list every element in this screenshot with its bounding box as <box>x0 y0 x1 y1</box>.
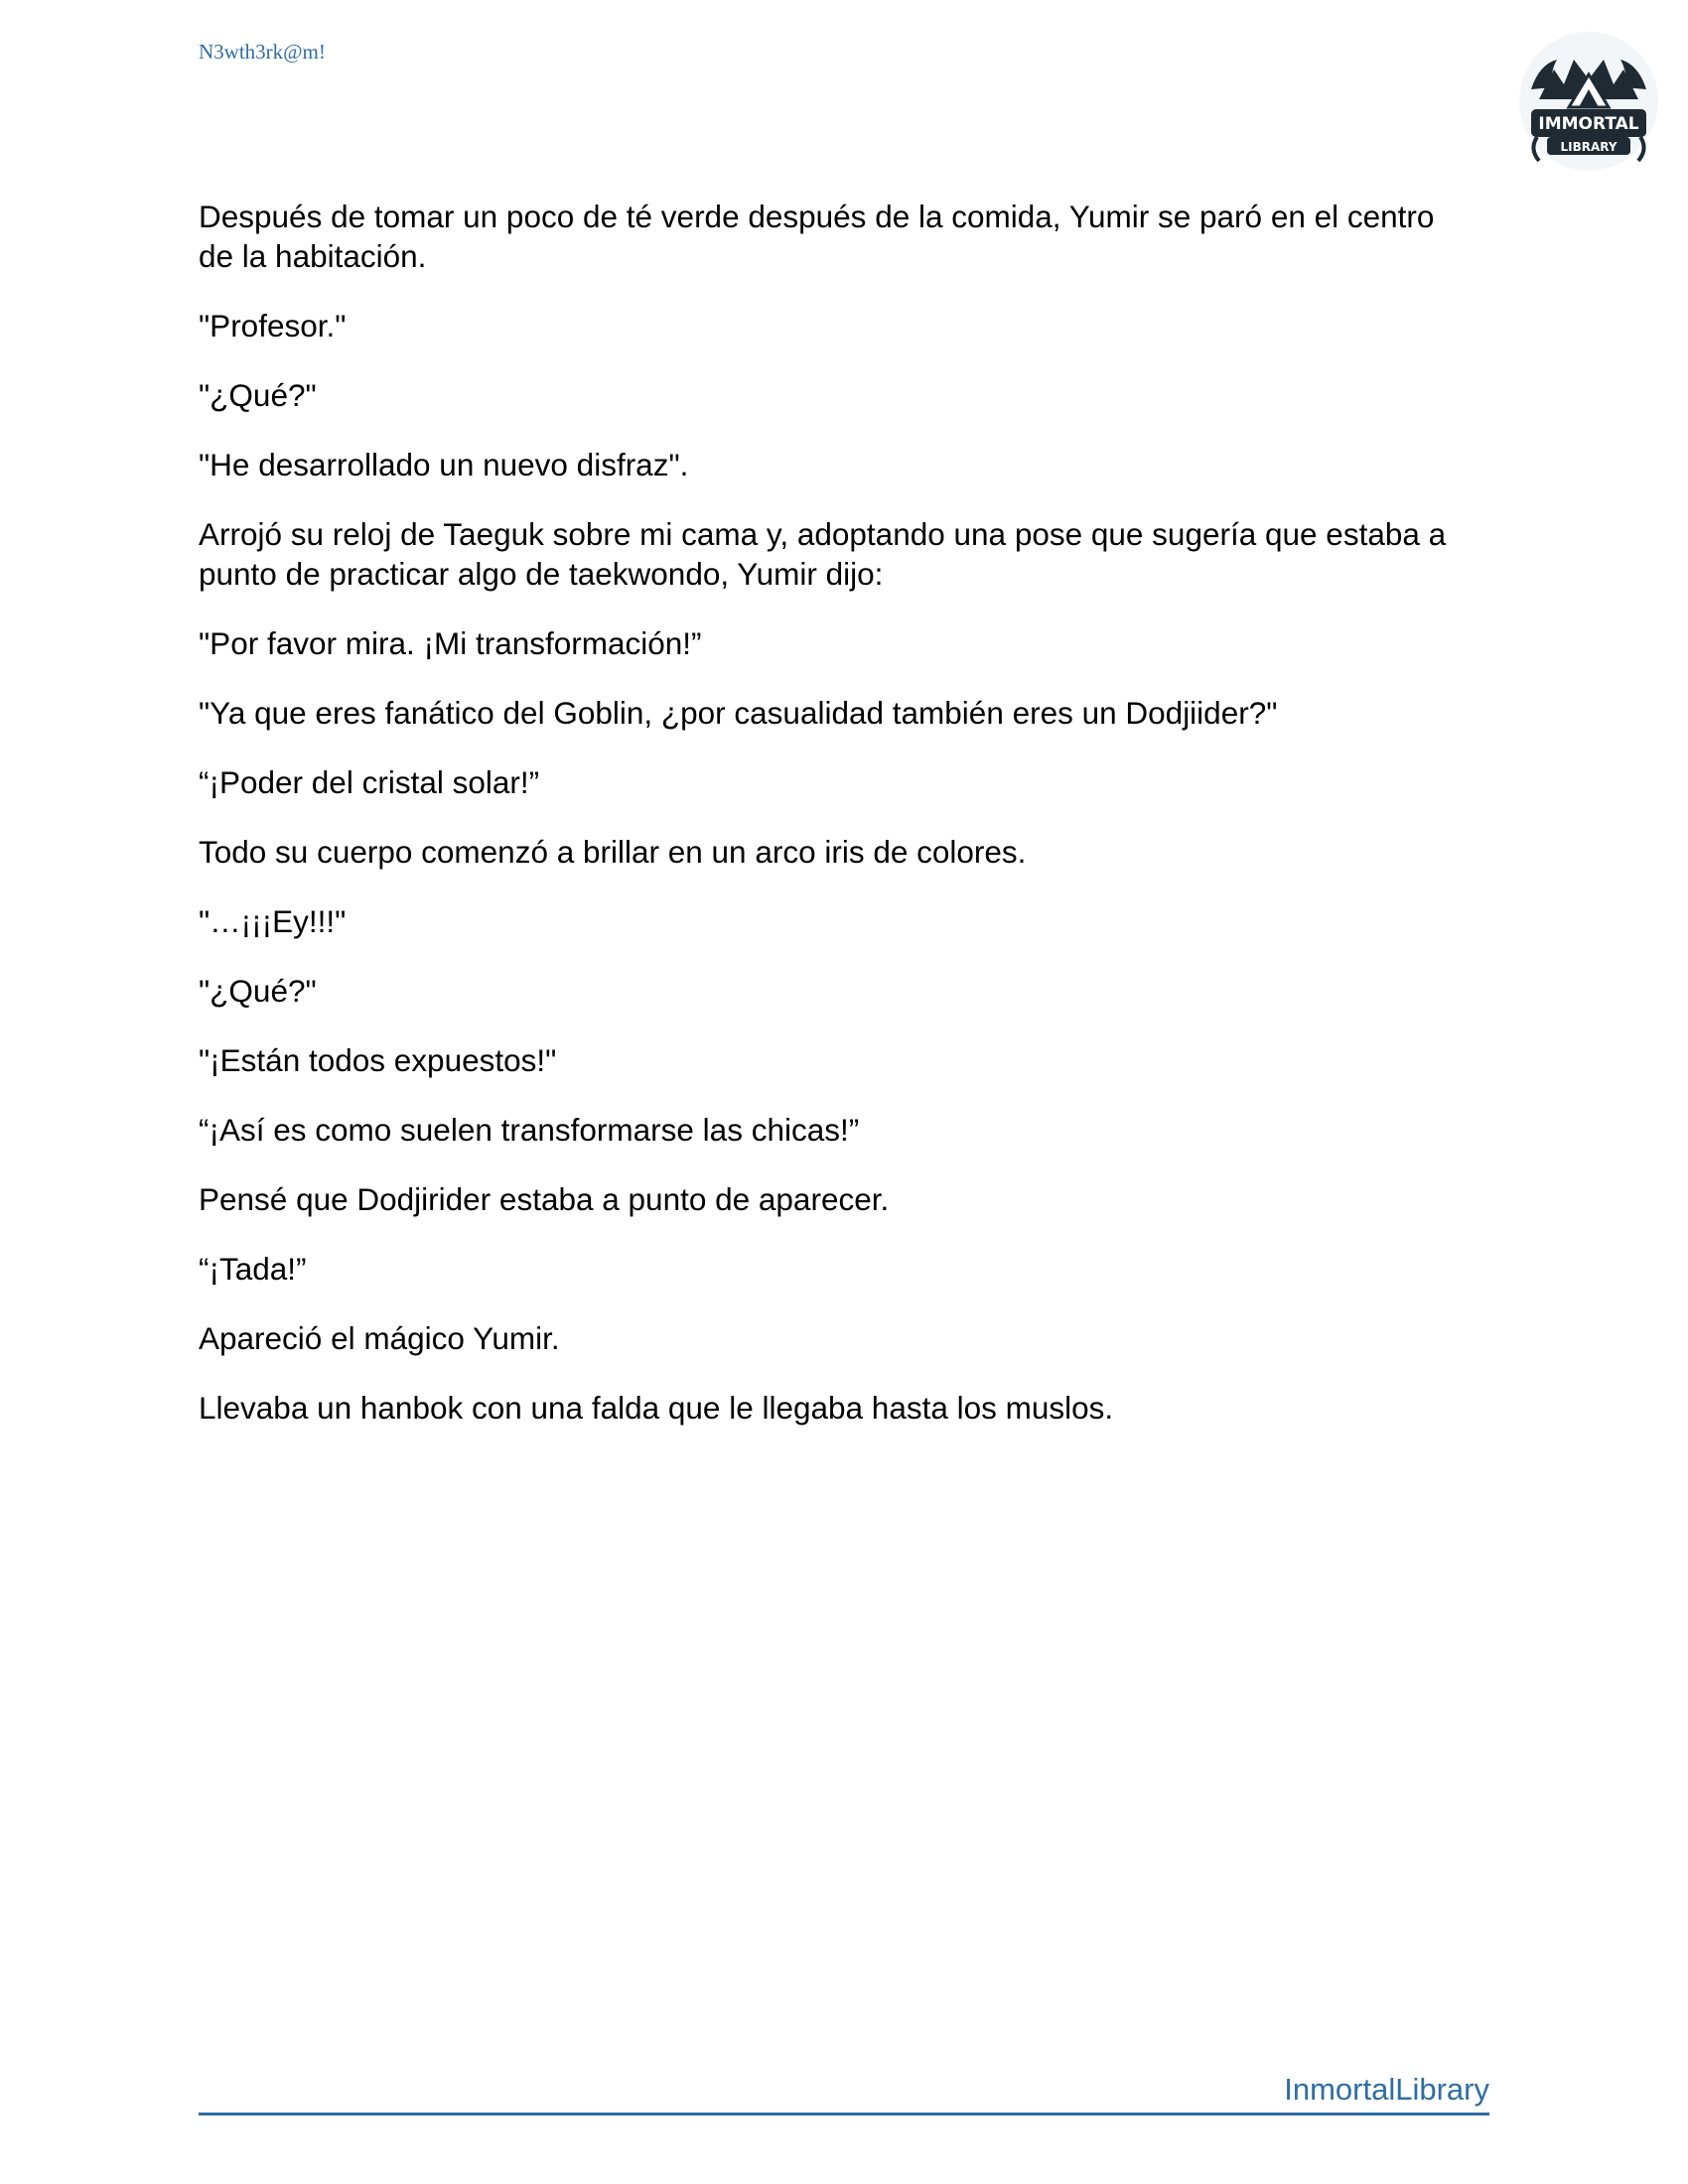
paragraph: “¡Tada!” <box>199 1251 307 1287</box>
paragraph: "¿Qué?" <box>199 973 317 1009</box>
paragraph: Apareció el mágico Yumir. <box>199 1320 560 1356</box>
paragraph: "¡Están todos expuestos!" <box>199 1042 557 1078</box>
paragraph: “¡Poder del cristal solar!” <box>199 764 540 800</box>
paragraph: Llevaba un hanbok con una falda que le llegaba hasta los muslos. <box>199 1390 1114 1426</box>
paragraph: Después de tomar un poco de té verde después de la comida, Yumir se paró en el centro de la habitación. <box>199 199 1435 274</box>
paragraph: "Profesor." <box>199 308 347 343</box>
logo-line2-text: LIBRARY <box>1560 140 1618 154</box>
header-watermark-text: N3wth3rk@m! <box>199 40 326 64</box>
footer-library-link[interactable]: InmortalLibrary <box>1284 2072 1489 2107</box>
paragraph: "He desarrollado un nuevo disfraz". <box>199 447 689 482</box>
paragraph: “¡Así es como suelen transformarse las chicas!” <box>199 1112 860 1148</box>
paragraph: "…¡¡¡Ey!!!" <box>199 903 347 939</box>
paragraph: "¿Qué?" <box>199 377 317 413</box>
paragraph: "Ya que eres fanático del Goblin, ¿por casualidad también eres un Dodjiider?" <box>199 695 1278 731</box>
paragraph: Todo su cuerpo comenzó a brillar en un arco iris de colores. <box>199 834 1027 870</box>
paragraph: Arrojó su reloj de Taeguk sobre mi cama y, adoptando una pose que sugería que estaba a punto de practicar algo de taekwondo, Yumir dijo: <box>199 516 1447 592</box>
footer-divider <box>199 2113 1489 2116</box>
paragraph: "Por favor mira. ¡Mi transformación!” <box>199 625 702 661</box>
paragraph: Pensé que Dodjirider estaba a punto de aparecer. <box>199 1181 890 1217</box>
immortal-library-logo <box>1509 30 1668 174</box>
document-body <box>199 197 1450 1457</box>
logo-emblem-icon <box>1509 30 1668 174</box>
logo-line1-text: IMMORTAL <box>1538 114 1639 134</box>
